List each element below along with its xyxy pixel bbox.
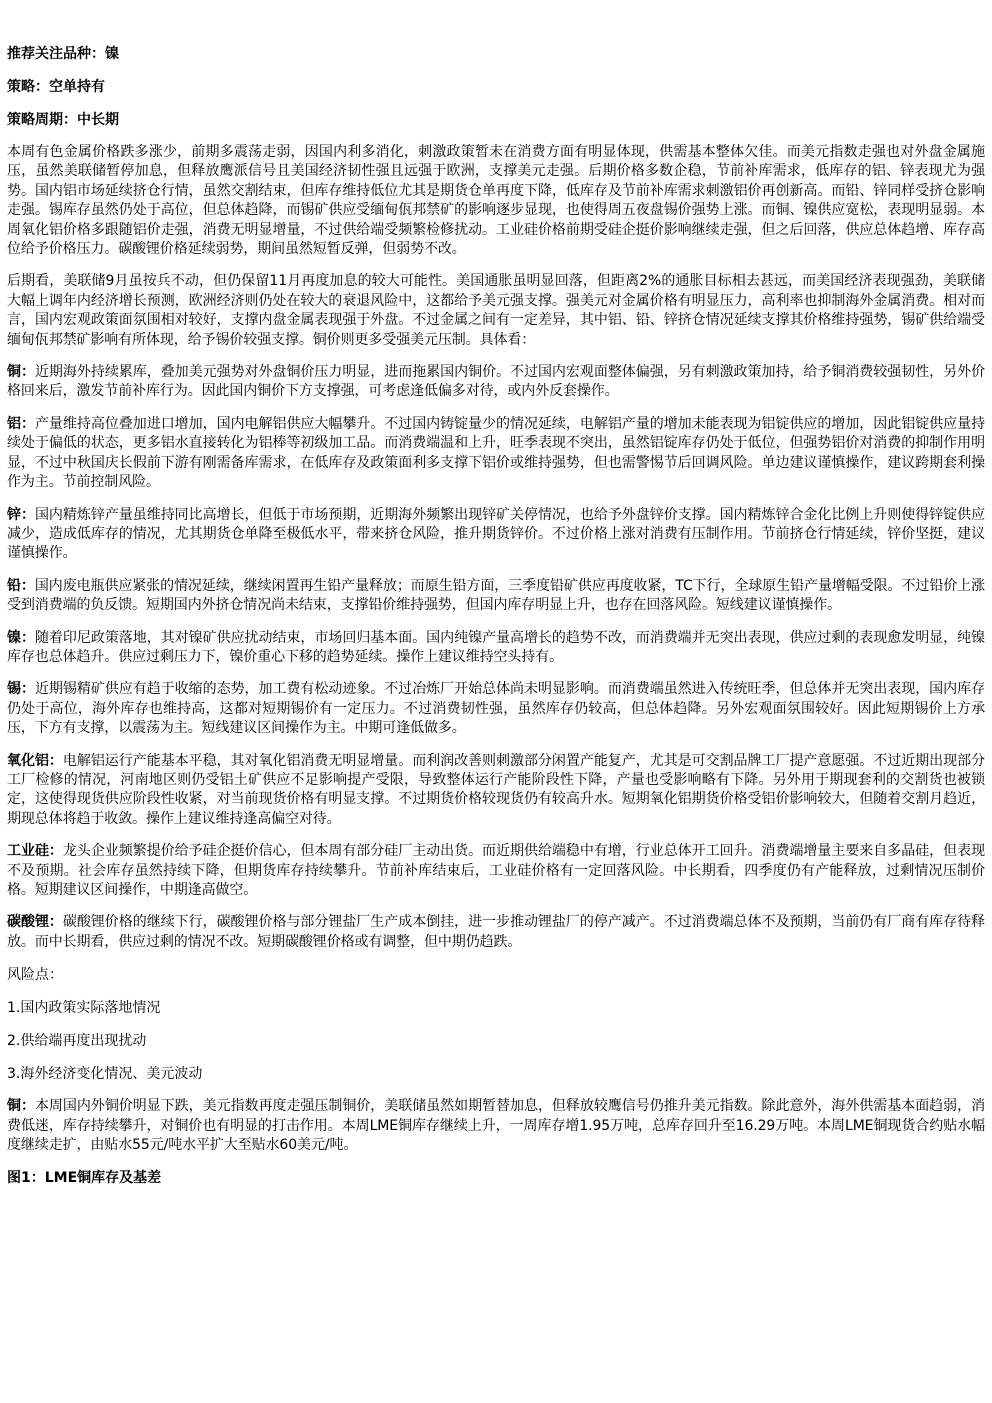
metal-text: 国内精炼锌产量虽维持同比高增长，但低于市场预期，近期海外频繁出现锌矿关停情况，也给予外盘锌价支撑。国内精炼锌合金化比例上升则使得锌锭供应减少，造成低库存的情况，尤其期货仓单降至极低水平，带来挤仓风险，推升期货锌价。不过价格上涨对消费有压制作用。节前挤仓行情延续，锌价坚挺，建议谨慎操作。 xyxy=(7,506,985,562)
report-body xyxy=(7,44,985,1188)
metal-paragraph-lead xyxy=(7,577,985,616)
metal-paragraph-nickel xyxy=(7,629,985,668)
metal-text: 本周国内外铜价明显下跌，美元指数再度走强压制铜价，美联储虽然如期暂替加息，但释放较鹰信号仍推升美元指数。除此意外，海外供需基本面趋弱，消费低迷，库存持续攀升，对铜价也有明显的打击作用。本周LME铜库存继续上升，一周库存增1.95万吨，总库存回升至16.29万吨。本周LME铜现货合约贴水幅度继续走扩，由贴水55元/吨水平扩大至贴水60美元/吨。 xyxy=(7,1098,985,1154)
metal-paragraph-zinc xyxy=(7,506,985,564)
focus-variety: 推荐关注品种：镍 xyxy=(7,46,119,62)
risk-item: 1.国内政策实际落地情况 xyxy=(7,1000,161,1017)
metal-paragraph-aluminium xyxy=(7,415,985,493)
strategy-period: 策略周期：中长期 xyxy=(7,112,119,128)
metal-paragraph-tin xyxy=(7,680,985,738)
intro-paragraph: 本周有色金属价格跌多涨少，前期多震荡走弱，因国内利多消化，刺激政策暂未在消费方面有明显体现，供需基本整体欠佳。而美元指数走强也对外盘金属施压，虽然美联储暂停加息，但释放鹰派信号且美国经济韧性强且远强于欧洲，支撑美元走强。后期价格多数企稳，节前补库需求，低库存的铝、锌表现尤为强势。国内铝市场延续挤仓行情，虽然交割结束，但库存维持低位尤其是期货仓单再度下降，低库存及节前补库需求刺激铝价再创新高。而铅、锌同样受挤仓影响走强。锡库存虽然仍处于高位，但总体趋降，而锡矿供应受缅甸佤邦禁矿的影响逐步显现，也使得周五夜盘锡价强势上涨。而铜、镍供应宽松，表现明显弱。本周氧化铝价格多跟随铝价走强，消费无明显增量，不过供给端受频繁检修扰动。工业硅价格前期受硅企挺价影响继续走强，但之后回落，供应总体趋增、库存高位给予价格压力。碳酸锂价格延续弱势，期间虽然短暂反弹，但弱势不改。 xyxy=(7,144,985,258)
metal-paragraph-copper xyxy=(7,363,985,402)
metal-text: 近期海外持续累库，叠加美元强势对外盘铜价压力明显，进而拖累国内铜价。不过国内宏观面整体偏强，另有刺激政策加持，给予铜消费较强韧性，另外价格回来后，激发节前补库行为。因此国内铜价下方支撑强，可考虑逢低偏多对待，或内外反套操作。 xyxy=(7,364,985,400)
figure-title: 图1：LME铜库存及基差 xyxy=(7,1170,162,1187)
metal-paragraph-lithium-carbonate xyxy=(7,913,985,952)
metal-name: 工业硅： xyxy=(7,843,63,860)
metal-name: 碳酸锂： xyxy=(7,914,63,931)
metal-name: 铅： xyxy=(7,577,35,594)
metal-paragraph-alumina xyxy=(7,752,985,830)
risk-heading: 风险点： xyxy=(7,967,63,984)
metal-name: 铝： xyxy=(7,415,35,432)
metal-name: 锌： xyxy=(7,506,35,523)
metal-name: 氧化铝： xyxy=(7,752,63,769)
metal-text: 碳酸锂价格的继续下行，碳酸锂价格与部分锂盐厂生产成本倒挂，进一步推动锂盐厂的停产减产。不过消费端总体不及预期，当前仍有厂商有库存待释放。而中长期看，供应过剩的情况不改。短期碳酸锂价格或有调整，但中期仍趋跌。 xyxy=(7,914,985,950)
metal-text: 近期锡精矿供应有趋于收缩的态势，加工费有松动迹象。不过冶炼厂开始总体尚未明显影响。而消费端虽然进入传统旺季，但总体并无突出表现，国内库存仍处于高位，海外库存也维持高，这都对短期锡价有一定压力。不过消费韧性强，虽然库存仍较高，但总体趋降。另外宏观面氛围较好。因此短期锡价上方承压，下方有支撑，以震荡为主。短线建议区间操作为主。中期可逢低做多。 xyxy=(7,681,985,737)
metal-text: 国内废电瓶供应紧张的情况延续，继续闲置再生铅产量释放；而原生铅方面，三季度铅矿供应再度收紧，TC下行，全球原生铅产量增幅受限。不过铅价上涨受到消费端的负反馈。短期国内外挤仓情况尚未结束，支撑铅价维持强势，但国内库存明显上升，也存在回落风险。短线建议谨慎操作。 xyxy=(7,577,985,614)
metal-name: 镍： xyxy=(7,629,35,646)
metal-name: 锡： xyxy=(7,681,35,698)
metal-text: 龙头企业频繁提价给予硅企挺价信心，但本周有部分硅厂主动出货。而近期供给端稳中有增，行业总体开工回升。消费端增量主要来自多晶硅，但表现不及预期。社会库存虽然持续下降，但期货库存持续攀升。节前补库结束后，工业硅价格有一定回落风险。中长期看，四季度仍有产能释放，过剩情况压制价格。短期建议区间操作，中期逢高做空。 xyxy=(7,843,985,898)
metal-text: 随着印尼政策落地，其对镍矿供应扰动结束，市场回归基本面。国内纯镍产量高增长的趋势不改，而消费端并无突出表现，供应过剩的表现愈发明显，纯镍库存也总体趋升。供应过剩压力下，镍价重心下移的趋势延续。操作上建议维持空头持有。 xyxy=(7,629,985,665)
metal-name: 铜： xyxy=(7,364,35,381)
metal-text: 电解铝运行产能基本平稳，其对氧化铝消费无明显增量。而利润改善则刺激部分闲置产能复产，尤其是可交割品牌工厂提产意愿强。不过近期出现部分工厂检修的情况，河南地区则仍受铝土矿供应不足影响提产受限，导致整体运行产能阶段性下降，产量也受影响略有下降。另外用于期现套利的交割货也被锁定，这使得现货供应阶段性收紧，对当前现货价格有明显支撑。不过期货价格较现货仍有较高升水。短期氧化铝期货价格受铝价影响较大，但随着交割月趋近，期现总体将趋于收敛。操作上建议维持逢高偏空对待。 xyxy=(7,752,985,827)
metal-paragraph-silicon xyxy=(7,842,985,900)
metal-text: 产量维持高位叠加进口增加，国内电解铝供应大幅攀升。不过国内铸锭量少的情况延续，电解铝产量的增加未能表现为铝锭供应的增加，因此铝锭供应量持续处于偏低的状态，更多铝水直接转化为铝棒等初级加工品。而消费端温和上升，旺季表现不突出，虽然铝锭库存仍处于低位，但强势铝价对消费的抑制作用明显，不过中秋国庆长假前下游有刚需备库需求，在低库存及政策面利多支撑下铝价或维持强势，但也需警惕节后回调风险。单边建议谨慎操作，建议跨期套利操作为主。节前控制风险。 xyxy=(7,415,985,491)
copper-weekly-paragraph xyxy=(7,1097,985,1155)
risk-item: 2.供给端再度出现扰动 xyxy=(7,1033,147,1050)
metal-name: 铜： xyxy=(7,1098,35,1115)
outlook-paragraph: 后期看，美联储9月虽按兵不动，但仍保留11月再度加息的较大可能性。美国通胀虽明显回落，但距离2%的通胀目标相去甚远，而美国经济表现强劲，美联储大幅上调年内经济增长预测，欧洲经济则仍处在较大的衰退风险中，这都给予美元强支撑。强美元对金属价格有明显压力，高利率也抑制海外金属消费。相对而言，国内宏观政策面氛围相对较好，支撑内盘金属表现强于外盘。不过金属之间有一定差异，其中铝、铅、锌挤仓情况延续支撑其价格维持强势，锡矿供给端受缅甸佤邦禁矿影响有所体现，给予锡价较强支撑。铜价则更多受强美元压制。具体看： xyxy=(7,273,985,348)
risk-item: 3.海外经济变化情况、美元波动 xyxy=(7,1066,203,1083)
strategy: 策略：空单持有 xyxy=(7,79,105,95)
